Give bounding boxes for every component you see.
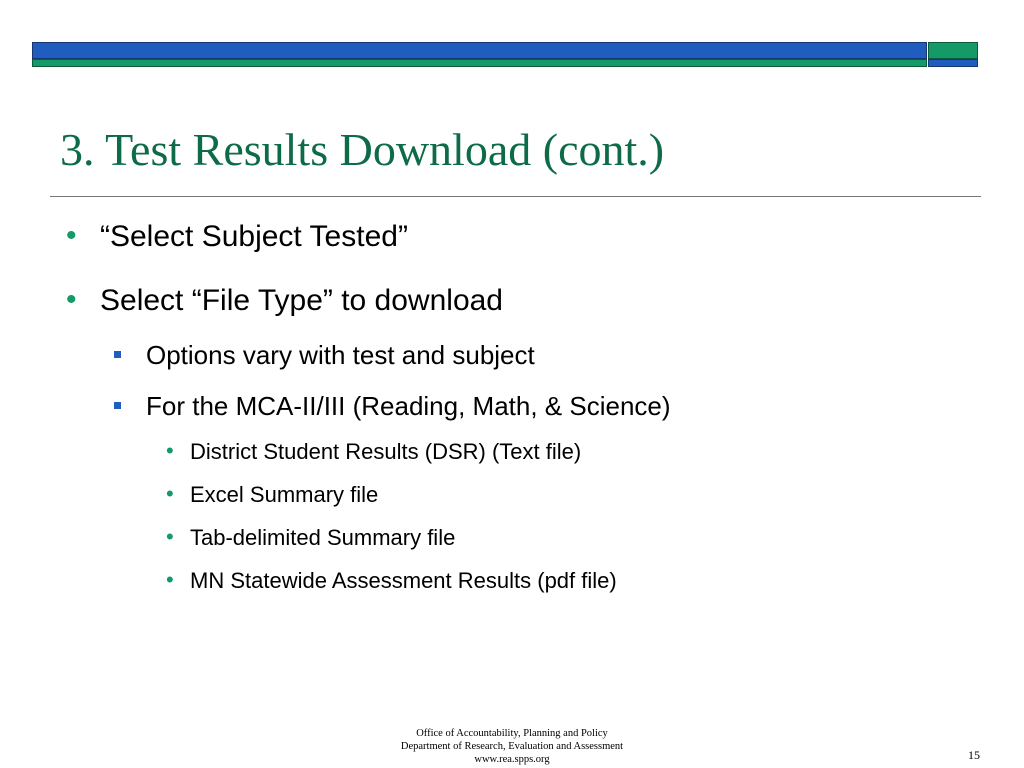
sub-sub-bullet-item xyxy=(166,481,379,507)
top-decorative-bar xyxy=(32,42,978,68)
sub-sub-bullet-item xyxy=(166,524,456,550)
slide-footer xyxy=(300,727,724,766)
bullet-item xyxy=(66,283,503,317)
top-bar-blue-block xyxy=(928,59,978,67)
footer-website: www.rea.spps.org xyxy=(474,754,550,765)
round-bullet-icon: • xyxy=(166,481,174,506)
page-number: 15 xyxy=(968,748,980,762)
sub-sub-bullet-text: Tab-delimited Summary file xyxy=(190,525,456,550)
square-bullet-icon xyxy=(114,402,121,409)
round-bullet-icon: • xyxy=(166,567,174,592)
footer-office: Office of Accountability, Planning and Policy xyxy=(416,728,608,739)
footer-department: Department of Research, Evaluation and Assessment xyxy=(400,741,624,752)
sub-sub-bullet-text: District Student Results (DSR) (Text file) xyxy=(190,439,582,464)
sub-sub-bullet-item xyxy=(166,438,582,464)
top-bar-green-segment xyxy=(32,59,927,67)
bullet-text: “Select Subject Tested” xyxy=(100,220,408,253)
sub-sub-bullet-text: Excel Summary file xyxy=(190,482,379,507)
bullet-text: Select “File Type” to download xyxy=(100,284,503,317)
sub-sub-bullet-text: MN Statewide Assessment Results (pdf file) xyxy=(190,568,617,593)
sub-bullet-item xyxy=(146,393,671,419)
round-bullet-icon: • xyxy=(66,283,77,316)
round-bullet-icon: • xyxy=(166,524,174,549)
round-bullet-icon: • xyxy=(66,219,77,252)
sub-sub-bullet-item xyxy=(166,567,617,593)
top-bar-green-block xyxy=(928,42,978,59)
sub-bullet-text: Options vary with test and subject xyxy=(146,340,535,370)
slide-title: 3. Test Results Download (cont.) xyxy=(60,124,665,175)
sub-bullet-text: For the MCA-II/III (Reading, Math, & Science) xyxy=(146,391,671,421)
square-bullet-icon xyxy=(114,351,121,358)
round-bullet-icon: • xyxy=(166,438,174,463)
top-bar-blue-segment xyxy=(32,42,927,59)
title-divider xyxy=(50,196,981,197)
sub-bullet-item xyxy=(146,342,535,368)
bullet-item xyxy=(66,219,408,253)
